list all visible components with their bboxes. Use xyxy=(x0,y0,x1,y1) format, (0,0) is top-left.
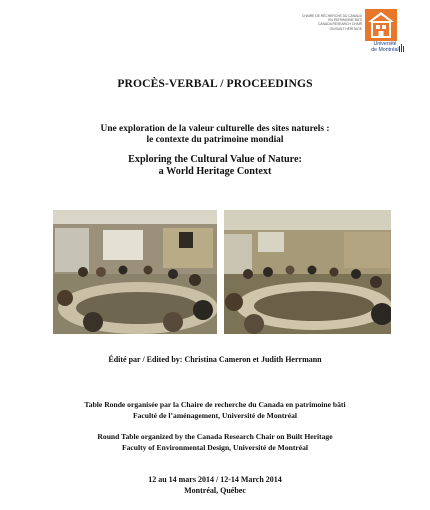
round-table-photo-right xyxy=(224,210,391,334)
organizer-english xyxy=(0,432,430,453)
chair-name xyxy=(300,14,362,31)
subtitle-line: Une exploration de la valeur culturelle des sites naturels : xyxy=(100,124,330,134)
subtitle-line: le contexte du patrimoine mondial xyxy=(146,135,284,145)
organizer-line: Faculté de l’aménagement, Université de Montréal xyxy=(132,410,298,420)
meeting-room-photo-left xyxy=(53,210,217,334)
organizer-french xyxy=(0,400,430,421)
round-table-photo-left xyxy=(53,210,217,334)
chair-line: CHAIRE DE RECHERCHE DU CANADA xyxy=(301,14,362,18)
university-pavilion-icon xyxy=(399,44,405,52)
built-heritage-logo-icon xyxy=(364,8,398,42)
chair-line: CANADA RESEARCH CHAIR xyxy=(318,22,362,27)
header-logo xyxy=(300,8,420,56)
subtitle-english xyxy=(0,154,430,178)
subtitle-line: Exploring the Cultural Value of Nature: xyxy=(128,154,302,165)
subtitle-line: a World Heritage Context xyxy=(158,166,272,177)
chair-line: EN PATRIMOINE BÂTI xyxy=(328,18,362,23)
location-line: Montréal, Québec xyxy=(184,486,246,495)
organizer-line: Faculty of Environmental Design, Université de Montréal xyxy=(121,442,309,452)
university-line: de Montréal xyxy=(371,46,399,53)
event-dates xyxy=(0,474,430,496)
organizer-line: Round Table organized by the Canada Research Chair on Built Heritage xyxy=(97,432,333,441)
organizer-line: Table Ronde organisée par la Chaire de recherche du Canada en patrimoine bâti xyxy=(84,400,346,409)
chair-line: ON BUILT HERITAGE xyxy=(329,26,362,31)
meeting-room-photo-right xyxy=(224,210,391,334)
university-line: Université xyxy=(373,41,397,47)
editors-line: Édité par / Edited by: Christina Cameron et Judith Herrmann xyxy=(108,355,322,364)
date-line: 12 au 14 mars 2014 / 12-14 March 2014 xyxy=(148,475,282,484)
document-title: PROCÈS-VERBAL / PROCEEDINGS xyxy=(117,77,313,90)
subtitle-french xyxy=(0,124,430,146)
